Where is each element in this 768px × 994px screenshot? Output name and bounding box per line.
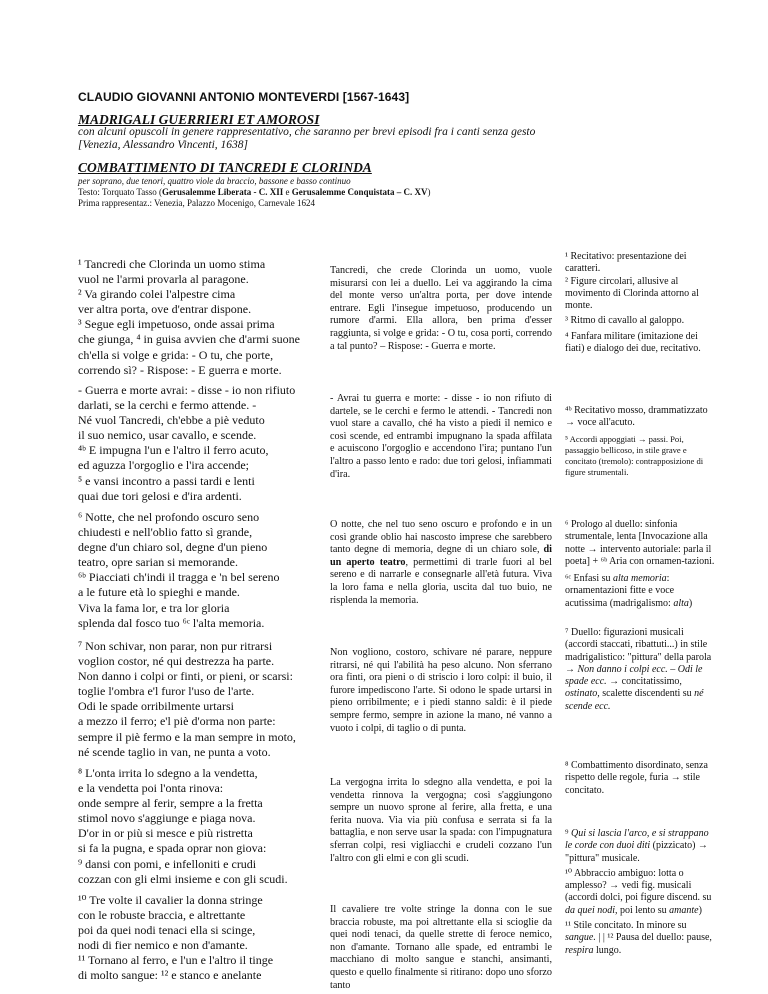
notes-group-3	[565, 519, 715, 610]
collection-description: con alcuni opuscoli in genere rappresentativo, che saranno per brevi episodi fra i canti senza gesto	[78, 126, 536, 138]
prose-emphasis: di un aperto teatro	[330, 544, 552, 568]
note-5: ⁵ Accordi appoggiati → passi. Poi, passaggio bellicoso, in stile grave e concitato (tremolo): contrapposizione di figure strumentali.	[565, 433, 704, 477]
note-8: ⁸ Combattimento disordinato, senza rispetto delle regole, furia → stile concitato.	[565, 760, 708, 796]
scoring: per soprano, due tenori, quattro viole da braccio, bassone e basso continuo	[78, 176, 351, 186]
prose-2: - Avrai tu guerra e morte: - disse - io non rifiuto di dartele, se le cerchi e fermo le attendi. - Tancredi non vuol stare a cavallo, ché ha visto a piedi il nemico e così scende, ed entrambi impugnano la spada affilata e acuiscono l'orgoglio e accendono l'ira; puntano l'un l'altro a passo lento e rado: due tori gelosi, infiammati d'ira.	[330, 393, 552, 480]
composer-heading: CLAUDIO GIOVANNI ANTONIO MONTEVERDI [1567-1643]	[78, 90, 410, 104]
prose-5: La vergogna irrita lo sdegno alla vendetta, e poi la vendetta rinnova la vergogna; così s'aggiungono sempre un nuovo sprone al ferire, alla fretta, e una ferita nuova. Via via più confusa e serrata si fa la battaglia, e non serve usar la spada: con l'impugnatura sferran colpi, resi vigliacchi e crudeli cozzano l'un l'altro con gli elmi e con gli scudi.	[330, 777, 552, 864]
note-6: ⁶ Prologo al duello: sinfonia strumentale, lenta [Invocazione alla notte → intervento autoriale: parla il poeta] + ⁶ᵇ Aria con ornamen-tazioni.	[565, 519, 715, 567]
collection-title: MADRIGALI GUERRIERI ET AMOROSI	[78, 112, 320, 127]
work-details	[78, 176, 718, 209]
note-11: ¹¹ Stile concitato. In minore su sangue. | | ¹² Pausa del duello: pause, respira lungo.	[565, 920, 712, 956]
notes-group-2	[565, 405, 715, 478]
prose-4: Non vogliono, costoro, schivare né parare, neppure ritrarsi, né qui l'abilità ha peso alcuno. Non sferrano ora finti, ora pieni o di striscio i loro colpi: il buio, il furore impediscono l'arte. Si odono le spade urtarsi in pieno orribilmente; e i piedi stanno saldi: è il piede sempre fermo, sempre in azione la mano, né vanno a vuoto i colpi, di taglio o di punta.	[330, 647, 552, 734]
stanza-3: ⁶ Notte, che nel profondo oscuro seno chiudesti e nell'oblio fatto sì grande, degne d'un chiaro sol, degne d'un pieno teatro, opre sarian si memorande. ⁶ᵇ Piacciati ch'indi il tragga e 'n bel sereno a le future età lo spieghi e mande. Viva la fama lor, e tra lor gloria splenda dal fosco tuo ⁶ᶜ l'alta memoria.	[78, 510, 280, 630]
stanza-2: - Guerra e morte avrai: - disse - io non rifiuto darlati, se la cerchi e fermo attende. - Né vuol Tancredi, ch'ebbe a piè veduto il suo nemico, usar cavallo, e scende. ⁴ᵇ E impugna l'un e l'altro il ferro acuto, ed aguzza l'orgoglio e l'ira accende; ⁵ e vansi incontro a passi tardi e lenti quai due tori gelosi e d'ira ardenti.	[78, 383, 296, 503]
text-source: Testo: Torquato Tasso (Gerusalemme Liberata - C. XII e Gerusalemme Conquistata – C. XV)	[78, 187, 431, 197]
collection-subtitle	[78, 126, 718, 152]
prose-6: Il cavaliere tre volte stringe la donna con le sue braccia robuste, ma poi altrettante ella si scioglie da quei nodi tenaci, da quelle strette di feroce nemico, non d'amante. Tornano alle spade, ed entrambi le macchiano di molto sangue e stanchi, ansimanti, questo e quello finalmente si ritirano: dopo uno sforzo tanto	[330, 904, 552, 991]
stanza-5: ⁸ L'onta irrita lo sdegno a la vendetta, e la vendetta poi l'onta rinova: onde sempre al ferir, sempre a la fretta stimol novo s'aggiunge e piaga nova. D'or in or più si mesce e più ristretta si fa la pugna, e spada oprar non giova: ⁹ dansi con pomi, e infelloniti e crudi cozzan con gli elmi insieme e con gli scudi.	[78, 766, 288, 886]
collection-edition: [Venezia, Alessandro Vincenti, 1638]	[78, 139, 249, 151]
notes-group-1	[565, 251, 715, 355]
note-2: ² Figure circolari, allusive al movimento di Clorinda attorno al monte.	[565, 275, 699, 312]
note-4: ⁴ Fanfara militare (imitazione dei fiati) e dialogo dei due, recitativo.	[565, 330, 701, 355]
note-1: ¹ Recitativo: presentazione dei caratteri.	[565, 251, 687, 275]
stanza-4: ⁷ Non schivar, non parar, non pur ritrarsi voglion costor, né qui destrezza ha parte. Non danno i colpi or finti, or pieni, or scarsi: toglie l'ombra e'l furor l'uso de l'arte. Odi le spade orribilmente urtarsi a mezzo il ferro; e'l piè d'orma non parte: sempre il piè fermo e la man sempre in moto, né scende taglio in van, ne punta a voto.	[78, 639, 296, 759]
work-title: COMBATTIMENTO DI TANCREDI E CLORINDA	[78, 160, 372, 175]
stanza-1: ¹ Tancredi che Clorinda un uomo stima vuol ne l'armi provarla al paragone. ² Va girando colei l'alpestre cima ver altra porta, ove d'entrar dispone. ³ Segue egli impetuoso, onde assai prima che giunga, ⁴ in guisa avvien che d'armi suone ch'ella si volge e grida: - O tu, che porte, correndo sì? - Rispose: - E guerra e morte.	[78, 257, 300, 377]
note-6c: ⁶ᶜ Enfasi su alta memoria: ornamentazioni fitte e voce acutissima (madrigalismo: alta)	[565, 573, 693, 609]
prose-3: O notte, che nel tuo seno oscuro e profondo e in un così grande oblio hai nascosto imprese che sarebbero tanto degne di memoria, degne di un chiaro sole, di un aperto teatro, permettimi di trarle fuori al bel sereno e di narrarle e consegnarle all'età futura. Viva la loro fama e nella gloria, uscita dal tuo buio, ne risplenda la memoria.	[330, 519, 553, 606]
notes-group-4	[565, 627, 715, 713]
notes-group-6	[565, 828, 715, 957]
notes-group-5	[565, 760, 715, 797]
note-4b: ⁴ᵇ Recitativo mosso, drammatizzato → voce all'acuto.	[565, 405, 708, 429]
prose-1: Tancredi, che crede Clorinda un uomo, vuole misurarsi con lei a duello. Lei va aggirando la cima del monte verso un'altra porta, per dove intende entrare. Egli l'insegue impetuoso, producendo un rumore d'armi. Ella allora, ben prima d'esser raggiunta, si volge e grida: - O tu, cosa porti, correndo a tal punto? – Risposе: - Guerra e morte.	[330, 265, 552, 352]
note-9: ⁹ Qui si lascia l'arco, e si strappano le corde con duoi diti (pizzicato) → "pittura" musicale.	[565, 828, 709, 864]
premiere: Prima rappresentaz.: Venezia, Palazzo Mocenigo, Carnevale 1624	[78, 198, 315, 208]
note-3: ³ Ritmo di cavallo al galoppo.	[565, 315, 685, 327]
note-7: ⁷ Duello: figurazioni musicali (accordi staccati, ribattuti...) in stile madrigalistico: "pittura" della parola → Non danno i colpi ecc. – Odi le spade ecc. → concitatissimo, ostinato, scalette discendenti su né scende ecc.	[565, 627, 712, 712]
stanza-6: ¹⁰ Tre volte il cavalier la donna stringe con le robuste braccia, e altrettante poi da quei nodi tenaci ella si scinge, nodi di fier nemico e non d'amante. ¹¹ Tornano al ferro, e l'un e l'altro il tinge di molto sangue: ¹² e stanco e anelante	[78, 893, 274, 983]
note-10: ¹⁰ Abbraccio ambiguo: lotta o amplesso? → vedi fig. musicali (accordi dolci, poi figure discend. su da quei nodi, poi lento su amante)	[565, 867, 712, 916]
